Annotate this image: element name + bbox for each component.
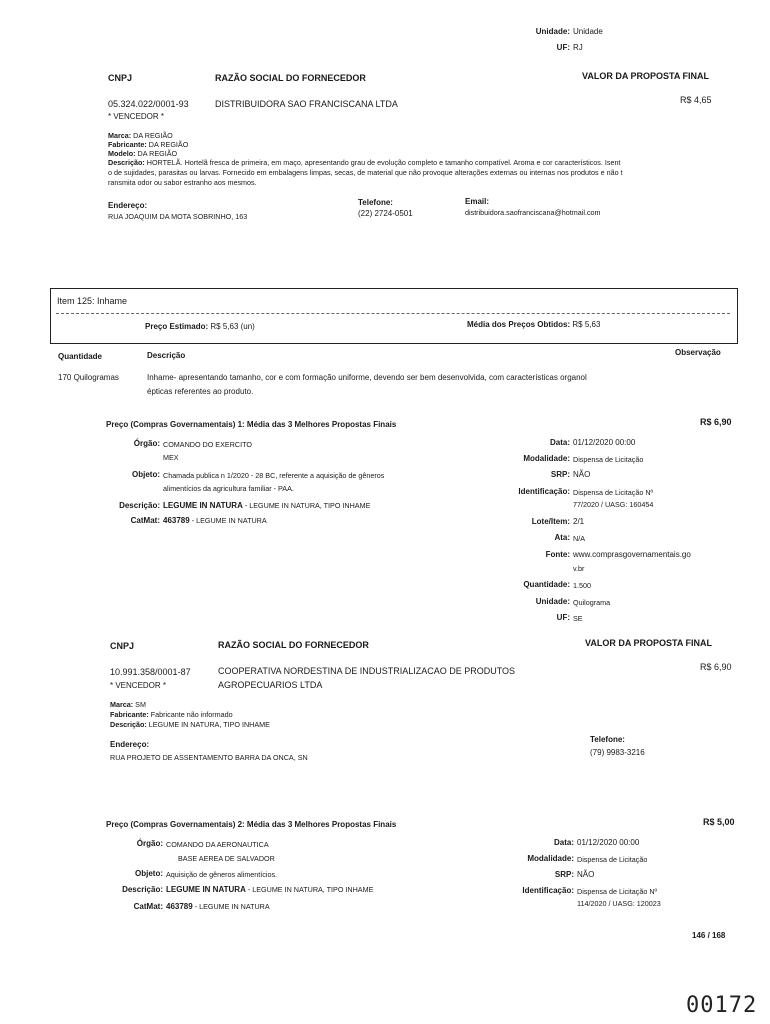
preco2-data-label: Data: xyxy=(553,838,574,847)
preco1-fonte-1: www.comprasgovernamentais.go xyxy=(573,550,691,559)
supplier1-endereco: RUA JOAQUIM DA MOTA SOBRINHO, 163 xyxy=(108,212,248,221)
supplier2-descricao: Descrição: LEGUME IN NATURA, TIPO INHAME xyxy=(110,720,270,729)
preco2-catmat-label: CatMat: xyxy=(133,902,163,911)
preco2-modalidade: Dispensa de Licitação xyxy=(577,855,648,864)
preco1-objeto-label: Objeto: xyxy=(132,470,160,479)
preco1-objeto-2: alimentícios da agricultura familiar - PAA. xyxy=(163,484,294,493)
item-title: Item 125: Inhame xyxy=(57,296,128,306)
preco1-uf: SE xyxy=(573,614,583,623)
supplier2-fabricante: Fabricante: Fabricante não informado xyxy=(110,710,233,719)
preco1-quant: 1.500 xyxy=(573,581,591,590)
preco2-ident-2: 114/2020 / UASG: 120023 xyxy=(577,899,661,908)
supplier1-modelo: Modelo: DA REGIÃO xyxy=(108,149,178,158)
supplier1-telefone-label: Telefone: xyxy=(358,198,393,207)
preco1-unidade: Quilograma xyxy=(573,598,611,607)
descricao-line-1: Inhame- apresentando tamanho, cor e com formação uniforme, devendo ser bem desenvolvida, com características organol xyxy=(147,373,587,382)
preco2-orgao-1: COMANDO DA AERONAUTICA xyxy=(166,840,269,849)
preco2-objeto: Aquisição de gêneros alimentícios. xyxy=(166,870,278,879)
valor-header-2: VALOR DA PROPOSTA FINAL xyxy=(585,638,712,648)
supplier2-cnpj: 10.991.358/0001-87 xyxy=(110,667,191,677)
page-number: 146 / 168 xyxy=(692,931,726,940)
supplier2-marca: Marca: SM xyxy=(110,700,146,709)
preco1-descricao: LEGUME IN NATURA - LEGUME IN NATURA, TIPO INHAME xyxy=(163,501,371,510)
preco1-data-label: Data: xyxy=(549,438,570,447)
supplier2-winner: * VENCEDOR * xyxy=(110,681,167,690)
preco1-lote-label: Lote/Item: xyxy=(531,517,570,526)
preco1-catmat: 463789 - LEGUME IN NATURA xyxy=(163,516,267,525)
preco1-objeto-1: Chamada publica n 1/2020 - 28 BC, referente a aquisição de gêneros xyxy=(163,471,385,480)
preco1-orgao-label: Órgão: xyxy=(133,439,160,448)
razao-header: RAZÃO SOCIAL DO FORNECEDOR xyxy=(215,73,366,83)
supplier1-descricao-3: ransmita odor ou sabor estranho aos mesmos. xyxy=(108,178,257,187)
supplier1-descricao-2: o de sujidades, parasitas ou larvas. Fornecido em embalagens limpas, secas, de material que não provoque alterações externas ou internas nos produtos e não t xyxy=(108,168,623,177)
preco1-title: Preço (Compras Governamentais) 1: Média das 3 Melhores Propostas Finais xyxy=(106,420,397,429)
cnpj-header-2: CNPJ xyxy=(110,641,135,651)
preco1-fonte-2: v.br xyxy=(573,564,585,573)
preco2-orgao-label: Órgão: xyxy=(136,839,163,848)
preco1-ata-label: Ata: xyxy=(554,533,570,542)
preco1-uf-label: UF: xyxy=(556,613,570,622)
preco1-srp: NÃO xyxy=(573,470,591,479)
preco1-unidade-label: Unidade: xyxy=(535,597,570,606)
supplier2-endereco: RUA PROJETO DE ASSENTAMENTO BARRA DA ONCA, SN xyxy=(110,753,308,762)
valor-header: VALOR DA PROPOSTA FINAL xyxy=(582,71,709,81)
preco2-descricao-label: Descrição: xyxy=(122,885,163,894)
preco2-value: R$ 5,00 xyxy=(703,817,735,827)
supplier1-value: R$ 4,65 xyxy=(680,95,712,105)
supplier1-endereco-label: Endereço: xyxy=(108,201,148,210)
supplier2-name-1: COOPERATIVA NORDESTINA DE INDUSTRIALIZACAO DE PRODUTOS xyxy=(218,666,516,676)
item-preco: Preço Estimado: R$ 5,63 (un) xyxy=(145,322,255,331)
preco1-descricao-label: Descrição: xyxy=(119,501,160,510)
preco2-title: Preço (Compras Governamentais) 2: Média das 3 Melhores Propostas Finais xyxy=(106,820,397,829)
supplier2-endereco-label: Endereço: xyxy=(110,740,150,749)
supplier2-value: R$ 6,90 xyxy=(700,662,732,672)
preco2-catmat: 463789 - LEGUME IN NATURA xyxy=(166,902,270,911)
preco1-srp-label: SRP: xyxy=(550,470,570,479)
preco1-catmat-label: CatMat: xyxy=(130,516,160,525)
preco1-ident-label: Identificação: xyxy=(518,487,570,496)
preco1-modalidade-label: Modalidade: xyxy=(523,454,570,463)
preco2-orgao-2: BASE AEREA DE SALVADOR xyxy=(178,854,275,863)
preco1-modalidade: Dispensa de Licitação xyxy=(573,455,644,464)
cnpj-header: CNPJ xyxy=(108,73,133,83)
unidade-label: Unidade: xyxy=(535,27,570,36)
preco1-orgao-2: MEX xyxy=(163,453,179,462)
item-media: Média dos Preços Obtidos: R$ 5,63 xyxy=(467,320,601,329)
supplier1-fabricante: Fabricante: DA REGIÃO xyxy=(108,140,189,149)
preco2-ident-label: Identificação: xyxy=(522,886,574,895)
descricao-line-2: épticas referentes ao produto. xyxy=(147,387,254,396)
preco1-fonte-label: Fonte: xyxy=(545,550,570,559)
preco1-ident-1: Dispensa de Licitação Nº xyxy=(573,488,654,497)
preco2-srp: NÃO xyxy=(577,870,595,879)
supplier2-telefone-label: Telefone: xyxy=(590,735,625,744)
preco2-data: 01/12/2020 00:00 xyxy=(577,838,640,847)
supplier2-telefone: (79) 9983-3216 xyxy=(590,748,645,757)
preco1-ata: N/A xyxy=(573,534,585,543)
preco2-ident-1: Dispensa de Licitação Nº xyxy=(577,887,658,896)
document-stamp-number: 00172 xyxy=(686,993,758,1018)
preco2-srp-label: SRP: xyxy=(554,870,574,879)
preco1-orgao-1: COMANDO DO EXERCITO xyxy=(163,440,252,449)
quantidade-header: Quantidade xyxy=(58,352,103,361)
preco2-descricao: LEGUME IN NATURA - LEGUME IN NATURA, TIPO INHAME xyxy=(166,885,374,894)
preco2-modalidade-label: Modalidade: xyxy=(527,854,574,863)
supplier2-name-2: AGROPECUARIOS LTDA xyxy=(218,680,323,690)
supplier1-descricao-1: Descrição: HORTELÃ. Hortelã fresca de primeira, em maço, apresentando grau de evolução completo e tamanho compatível. Aroma e cor característicos. Isent xyxy=(108,158,621,167)
observacao-header: Observação xyxy=(675,348,721,357)
preco1-quant-label: Quantidade: xyxy=(523,580,570,589)
supplier1-email-label: Email: xyxy=(465,197,490,206)
supplier1-telefone: (22) 2724-0501 xyxy=(358,209,413,218)
descricao-header: Descrição xyxy=(147,351,186,360)
preco1-value: R$ 6,90 xyxy=(700,417,732,427)
supplier1-name: DISTRIBUIDORA SAO FRANCISCANA LTDA xyxy=(215,99,398,109)
unidade-value: Unidade xyxy=(573,27,603,36)
item-box xyxy=(50,288,738,344)
item-divider xyxy=(56,313,730,314)
razao-header-2: RAZÃO SOCIAL DO FORNECEDOR xyxy=(218,640,369,650)
supplier1-winner: * VENCEDOR * xyxy=(108,112,165,121)
quantidade-value: 170 Quilogramas xyxy=(58,373,119,382)
preco1-data: 01/12/2020 00:00 xyxy=(573,438,636,447)
supplier1-email: distribuidora.saofranciscana@hotmail.com xyxy=(465,208,601,217)
supplier1-marca: Marca: DA REGIÃO xyxy=(108,131,173,140)
uf-value: RJ xyxy=(573,43,583,52)
uf-label: UF: xyxy=(556,43,570,52)
preco1-ident-2: 77/2020 / UASG: 160454 xyxy=(573,500,654,509)
preco1-lote: 2/1 xyxy=(573,517,585,526)
supplier1-cnpj: 05.324.022/0001-93 xyxy=(108,99,189,109)
preco2-objeto-label: Objeto: xyxy=(135,869,163,878)
